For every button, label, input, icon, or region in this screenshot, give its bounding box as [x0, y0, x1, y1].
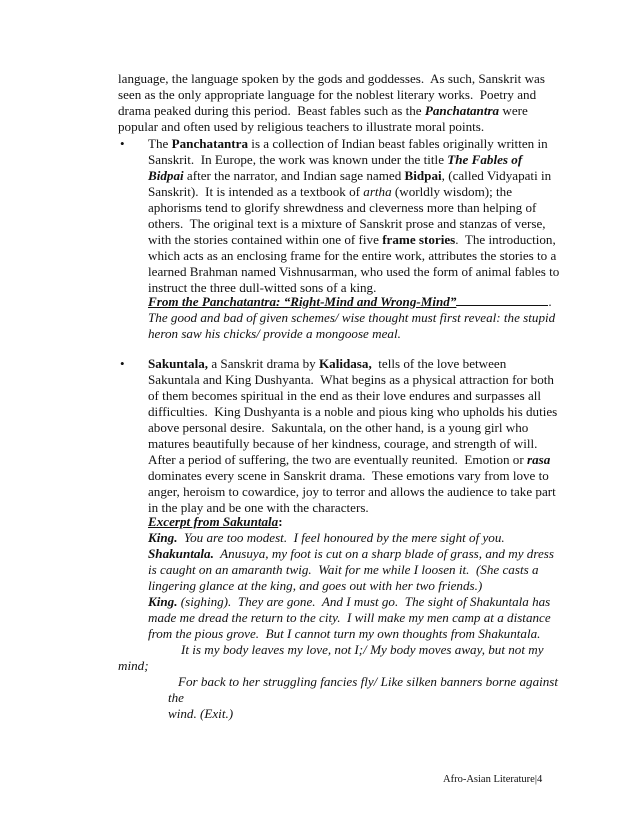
dialogue-line-2: Shakuntala. Anusuya, my foot is cut on a sharp blade of grass, and my dress [148, 546, 554, 561]
panchatantra-excerpt-heading: From the Panchatantra: “Right-Mind and Wrong-Mind” . [148, 294, 552, 309]
footer-title: Afro-Asian Literature [443, 774, 535, 785]
dialogue-line-5: King. (sighing). They are gone. And I must go. The sight of Shakuntala has [148, 594, 551, 609]
panchatantra-quote-line-1: The good and bad of given schemes/ wise thought must first reveal: the stupid [148, 310, 556, 325]
verse-line-2-end: the [168, 690, 184, 705]
panchatantra-line-9: learned Brahman named Vishnusarman, who used the form of animal fables to [148, 264, 560, 279]
bullet-sakuntala: • [120, 356, 125, 371]
sakuntala-line-2: Sakuntala and King Dushyanta. What begins as a physical attraction for both [148, 372, 554, 387]
sakuntala-line-7: After a period of suffering, the two are eventually reunited. Emotion or rasa [148, 452, 551, 467]
panchatantra-line-2: Sanskrit. In Europe, the work was known under the title The Fables of [148, 152, 523, 167]
panchatantra-line-3: Bidpai after the narrator, and Indian sage named Bidpai, (called Vidyapati in [148, 168, 552, 183]
panchatantra-line-8: which acts as an enclosing frame for the entire work, attributes the stories to a [148, 248, 557, 263]
dialogue-line-3: is caught on an amaranth twig. Wait for me while I loosen it. (She casts a [148, 562, 539, 577]
panchatantra-line-10: instruct the three dull-witted sons of a king. [148, 280, 377, 295]
page-footer [443, 774, 542, 785]
dialogue-line-6: made me dread the return to the city. I will make my men camp at a distance [148, 610, 551, 625]
dialogue-line-7: from the pious grove. But I cannot turn my own thoughts from Shakuntala. [148, 626, 541, 641]
intro-line-3: drama peaked during this period. Beast fables such as the Panchatantra were [118, 103, 528, 118]
sakuntala-excerpt-heading: Excerpt from Sakuntala: [148, 514, 283, 529]
panchatantra-line-5: aphorisms tend to glorify shrewdness and cleverness more than helping of [148, 200, 537, 215]
panchatantra-line-1: The Panchatantra is a collection of Indian beast fables originally written in [148, 136, 548, 151]
sakuntala-line-1: Sakuntala, a Sanskrit drama by Kalidasa, tells of the love between [148, 356, 507, 371]
panchatantra-line-4: Sanskrit). It is intended as a textbook of artha (worldly wisdom); the [148, 184, 513, 199]
intro-line-4: popular and often used by religious teachers to illustrate moral points. [118, 119, 485, 134]
panchatantra-line-6: others. The original text is a mixture of Sanskrit prose and stanzas of verse, [148, 216, 546, 231]
sakuntala-line-6: matures beautifully because of her kindness, courage, and strength of will. [148, 436, 538, 451]
speaker-king: King. [148, 530, 178, 545]
dialogue-line-1: King. You are too modest. I feel honoured by the mere sight of you. [148, 530, 505, 545]
sakuntala-line-8: dominates every scene in Sanskrit drama. These emotions vary from love to [148, 468, 549, 483]
panchatantra-title: Panchatantra [424, 103, 500, 118]
sakuntala-line-5: above personal desire. Sakuntala, on the other hand, is a young girl who [148, 420, 529, 435]
verse-line-1-end: mind; [118, 658, 149, 673]
bullet-panchatantra: • [120, 136, 125, 151]
intro-line-1: language, the language spoken by the gods and goddesses. As such, Sanskrit was [118, 71, 545, 86]
verse-line-2: For back to her struggling fancies fly/ Like silken banners borne against [178, 674, 559, 689]
sakuntala-line-10: in the play and be one with the characters. [148, 500, 369, 515]
page-number: 4 [536, 774, 543, 785]
sakuntala-line-3: of them becomes spiritual in the end as their love endures and surpasses all [148, 388, 542, 403]
speaker-king: King. [148, 594, 178, 609]
verse-line-3: wind. (Exit.) [168, 706, 234, 721]
panchatantra-quote-line-2: heron saw his chicks/ provide a mongoose meal. [148, 326, 401, 341]
speaker-shakuntala: Shakuntala. [148, 546, 214, 561]
panchatantra-line-7: with the stories contained within one of five frame stories. The introduction, [148, 232, 556, 247]
intro-line-2: seen as the only appropriate language for the noblest literary works. Poetry and [118, 87, 537, 102]
verse-line-1: It is my body leaves my love, not I;/ My body moves away, but not my [181, 642, 544, 657]
footer-separator: | [534, 774, 537, 785]
sakuntala-line-9: anger, heroism to cowardice, joy to terror and allows the audience to take part [148, 484, 556, 499]
dialogue-line-4: lingering glance at the king, and goes out with her two friends.) [148, 578, 483, 593]
sakuntala-line-4: difficulties. King Dushyanta is a noble and pious king who upholds his duties [148, 404, 558, 419]
